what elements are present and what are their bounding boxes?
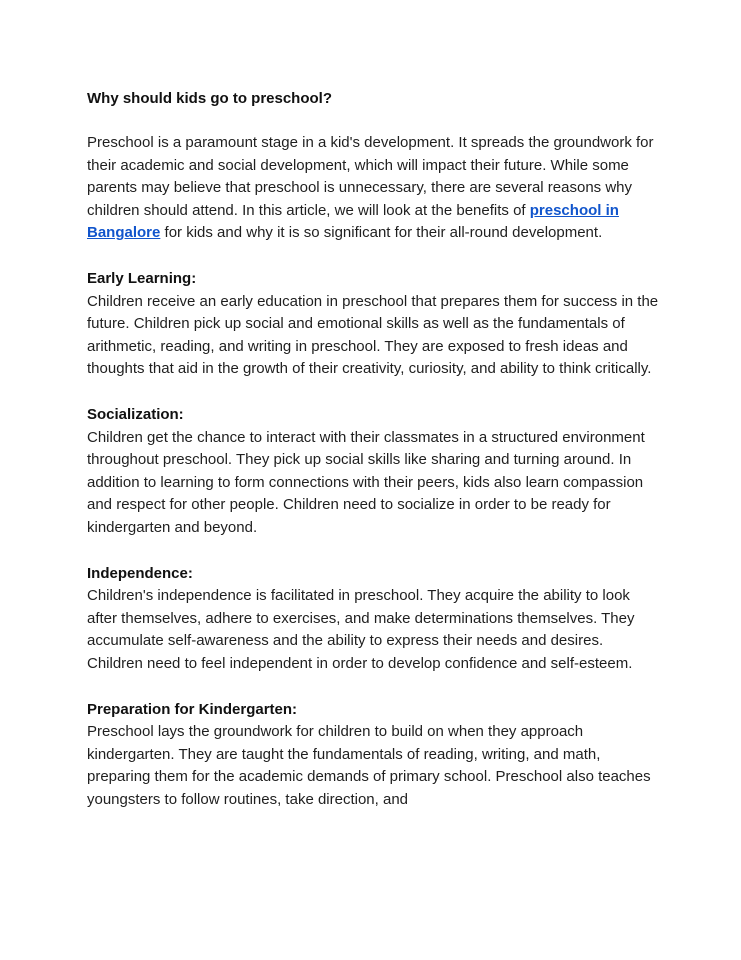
section-heading: Socialization: xyxy=(87,406,184,424)
section-independence xyxy=(87,563,659,675)
section-early-learning xyxy=(87,268,659,380)
intro-text-after-link: for kids and why it is so significant for their all-round development. xyxy=(160,224,603,242)
section-heading: Early Learning: xyxy=(87,270,197,288)
section-body: Children get the chance to interact with their classmates in a structured environment throughout preschool. They pick up social skills like sharing and turning around. In addition to learning to form connections with their peers, kids also learn compassion and respect for other people. Children need to socialize in order to be ready for kindergarten and beyond. xyxy=(87,428,645,536)
intro-text-before-link: Preschool is a paramount stage in a kid's development. It spreads the groundwork for their academic and social development, which will impact their future. While some parents may believe that preschool is unnecessary, there are several reasons why children should attend. In this article, we will look at the benefits of xyxy=(87,134,654,219)
section-socialization xyxy=(87,404,659,538)
section-heading: Preparation for Kindergarten: xyxy=(87,700,298,718)
section-body: Preschool lays the groundwork for children to build on when they approach kindergarten. They are taught the fundamentals of reading, writing, and math, preparing them for the academic demands of primary school. Preschool also teaches youngsters to follow routines, take direction, and xyxy=(87,723,651,808)
document-page xyxy=(87,88,659,811)
preschool-in-bangalore-link[interactable]: preschool in Bangalore xyxy=(87,201,619,242)
intro-paragraph xyxy=(87,132,659,244)
section-body: Children receive an early education in preschool that prepares them for success in the future. Children pick up social and emotional skills as well as the fundamentals of arithmetic, reading, and writing in preschool. They are exposed to fresh ideas and thoughts that aid in the growth of their creativity, curiosity, and ability to think critically. xyxy=(87,292,659,378)
section-body: Children's independence is facilitated in preschool. They acquire the ability to look after themselves, adhere to exercises, and make determinations themselves. They accumulate self-awareness and the ability to express their needs and desires. Children need to feel independent in order to develop confidence and self-esteem. xyxy=(87,587,635,672)
document-title: Why should kids go to preschool? xyxy=(87,90,333,107)
section-heading: Independence: xyxy=(87,564,193,582)
section-preparation-for-kindergarten xyxy=(87,699,659,811)
